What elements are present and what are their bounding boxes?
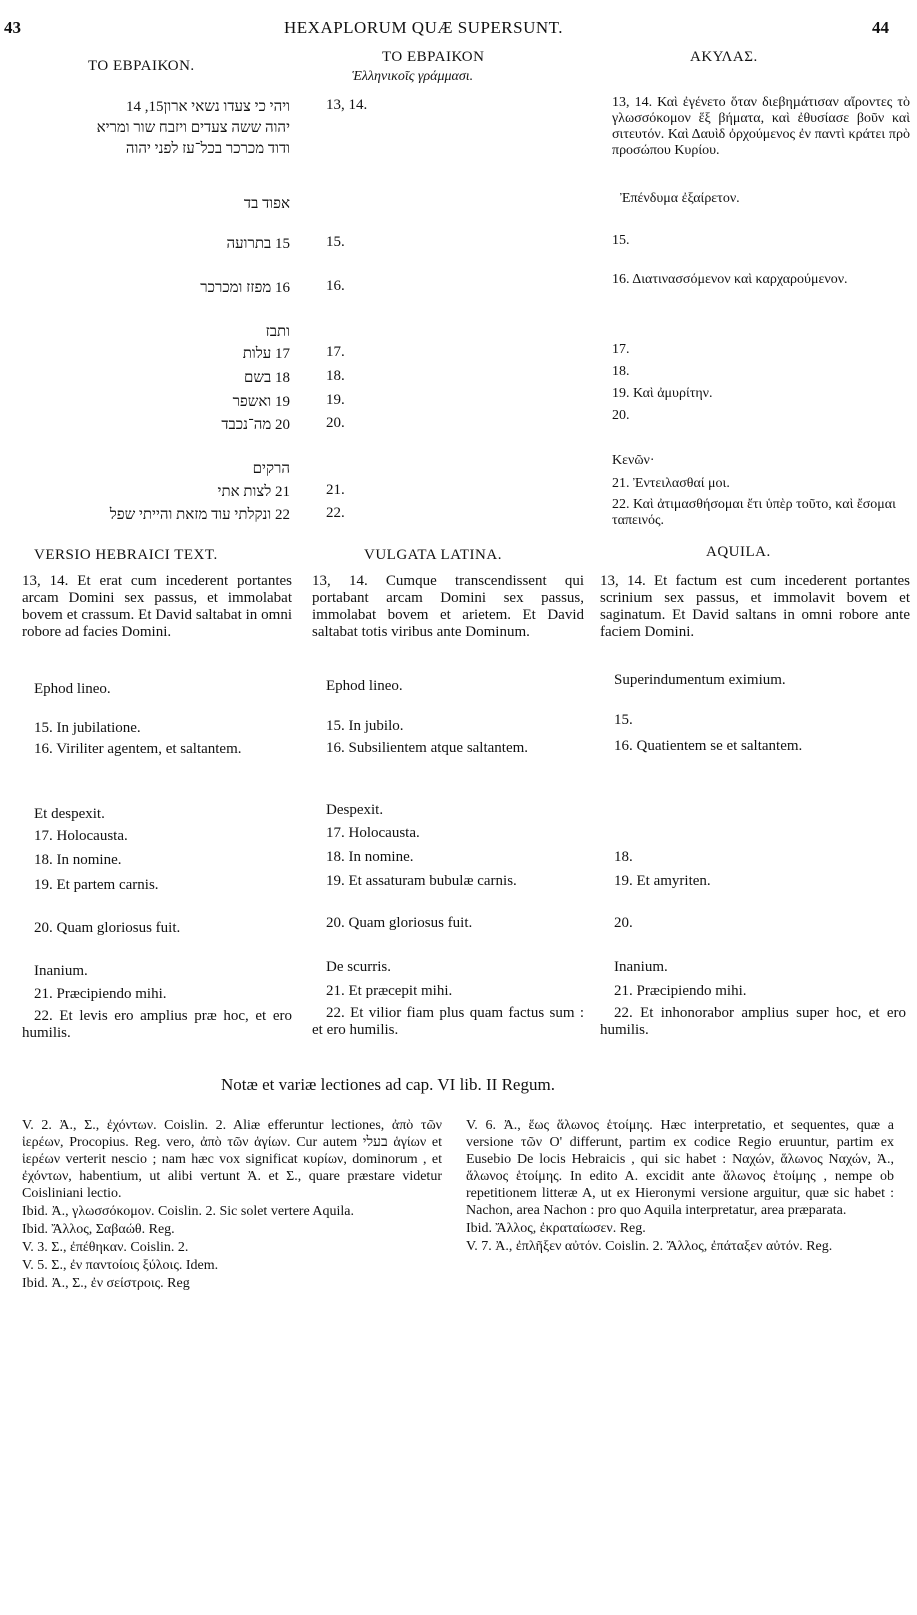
aquila-greek-verse: 13, 14. Καὶ ἐγένετο ὅταν διεβηµάτισαν αἴροντες τὸ γλωσσόκομον ἕξ βήματα, καὶ ἐθυσίασε βοῦν καὶ σιτευτόν. Καὶ Δαυὶδ ὀρχούμενος ἐν παντὶ κράτει πρὸ προσώπου Κυρίου. xyxy=(612,95,910,158)
verse-number: 18. xyxy=(326,368,345,384)
latin3-verse: 18. xyxy=(614,849,633,865)
hebrew-line: יהוה ששה צעדים ויזבח שור ומריא xyxy=(96,120,290,136)
latin1-verse: 15. In jubilatione. xyxy=(34,720,141,736)
latin3-verse: Inanium. xyxy=(614,959,668,975)
notes-title: Notæ et variæ lectiones ad cap. VI lib. II Regum. xyxy=(221,1075,555,1094)
col2-header: ΤΟ ΕΒΡΑΙΚΟΝ xyxy=(382,49,485,65)
note-entry: Ibid. Ἄλλος, Σαβαώθ. Reg. xyxy=(22,1222,175,1237)
verse-number: 20. xyxy=(326,415,345,431)
aquila-greek-verse: 18. xyxy=(612,364,630,379)
note-entry: Ibid. Ἄλλος, ἐκραταίωσεν. Reg. xyxy=(466,1221,646,1236)
latin3-verse: Superindumentum eximium. xyxy=(614,672,786,688)
aquila-greek-verse: 21. Ἐντειλασθαί μοι. xyxy=(612,476,730,491)
latin3-verse: 22. Et inhonorabor amplius super hoc, et ero humilis. xyxy=(600,1005,906,1038)
aquila-greek-verse: Κενῶν· xyxy=(612,453,655,468)
aquila-greek-verse: 16. Διατινασσόμενον καὶ καρχαρούμενον. xyxy=(612,272,848,287)
latin1-verse: Ephod lineo. xyxy=(34,681,111,697)
latin2-verse: 19. Et assaturam bubulæ carnis. xyxy=(326,873,517,889)
hebrew-line: 20 מה־נכבד xyxy=(221,417,290,433)
aquila-greek-verse: 22. Καὶ ἀτιμασθήσομαι ἔτι ὑπὲρ τοῦτο, καὶ ἔσομαι ταπεινός. xyxy=(612,497,896,528)
latin2-verse: 16. Subsilientem atque saltantem. xyxy=(326,740,529,756)
hebrew-line: ויהי כי צעדו נשאי ארון‎ 14 ,15 xyxy=(122,99,290,115)
aquila-greek-verse: 19. Καὶ ἀμυρίτην. xyxy=(612,386,713,401)
col3-header: ΑΚΥΛΑΣ. xyxy=(690,49,758,65)
note-entry: V. 2. Ἀ., Σ., ἐχόντων. Coislin. 2. Aliæ efferuntur lectiones, ἀπὸ τῶν ἱερέων, Procopius. Reg. vero, ἀπὸ τῶν ἁγίων. Cur autem בעלי ἁγίων et ἱερέων verterit nescio ; nam hæc vox significat κυρίων, dominorum , et ἐχόντων, habentium, ut alibi vertunt Ἀ. et Σ., quare præstare videtur Coisliniani lectio. xyxy=(22,1118,442,1201)
latin2-verse: 22. Et vilior fiam plus quam factus sum : et ero humilis. xyxy=(312,1005,584,1038)
latin3-verse: 16. Quatientem se et saltantem. xyxy=(614,738,803,754)
notes-left-column xyxy=(22,1117,442,1293)
hebrew-line: הרקים xyxy=(252,461,290,477)
page-number-left: 43 xyxy=(4,18,21,37)
verse-number: 16. xyxy=(326,278,345,294)
hebrew-line: 22 ונקלתי עוד מזאת והייתי שפל xyxy=(109,507,290,523)
latin2-verse: 20. Quam gloriosus fuit. xyxy=(326,915,473,931)
latin2-verse: Despexit. xyxy=(326,802,384,818)
page-number-right: 44 xyxy=(872,18,889,37)
latin3-verse: 15. xyxy=(614,712,633,728)
hebrew-line: 19 ואשפר xyxy=(232,394,290,410)
latin1-verse: Inanium. xyxy=(34,963,88,979)
latin2-verse: 21. Et præcepit mihi. xyxy=(326,983,453,999)
latin2-verse: 17. Holocausta. xyxy=(326,825,420,841)
latin1-verse: 19. Et partem carnis. xyxy=(34,877,159,893)
hebrew-line: 21 לצות אתי xyxy=(217,484,290,500)
latin-col1-header: VERSIO HEBRAICI TEXT. xyxy=(34,547,218,563)
col2-subheader: Ἑλληνικοῖς γράμμασι. xyxy=(352,69,474,84)
hebrew-line: ותבז xyxy=(265,324,290,340)
latin3-verse: 20. xyxy=(614,915,633,931)
verse-number: 15. xyxy=(326,234,345,250)
latin1-verse: 17. Holocausta. xyxy=(34,828,128,844)
latin1-verse: 22. Et levis ero amplius præ hoc, et ero humilis. xyxy=(22,1008,292,1041)
latin1-verse: 20. Quam gloriosus fuit. xyxy=(34,920,181,936)
col1-header: ΤΟ ΕΒΡΑΙΚΟΝ. xyxy=(88,58,195,74)
verse-number: 13, 14. xyxy=(326,97,368,113)
running-title: HEXAPLORUM QUÆ SUPERSUNT. xyxy=(284,18,564,37)
aquila-greek-verse: 15. xyxy=(612,233,630,248)
verse-number: 19. xyxy=(326,392,345,408)
latin1-verse: Et despexit. xyxy=(34,806,105,822)
latin-col2-header: VULGATA LATINA. xyxy=(364,547,502,563)
verse-number: 22. xyxy=(326,505,345,521)
latin2-verse: 15. In jubilo. xyxy=(326,718,404,734)
hebrew-line: 18 בשם xyxy=(244,370,290,386)
latin1-verse: 18. In nomine. xyxy=(34,852,122,868)
notes-right-column xyxy=(466,1117,894,1256)
note-entry: V. 6. Ἀ., ἕως ἅλωνος ἑτοίμης. Hæc interpretatio, et sequentes, quæ a versione τῶν Ο' differunt, partim ex codice Regio eruuntur, partim ex Eusebio De locis Hebraicis , qui sic habet : Ναχών, ἅλωνος Ναχών, Ἀ., ἅλωνος ἑτοίμης. In edito A. excidit ante ἅλωνος ἑτοίμης , nempe ob repetitionem litteræ A, ut ex Hieronymi versione arguitur, quæ sic habet : Nachon, area Nachon : pro quo Aquila interpretatur, area præparata. xyxy=(466,1118,894,1218)
latin2-verse: 13, 14. Cumque transcendissent qui portabant arcam Domini sex passus, immolabat bovem et arietem. Et David saltabat totis viribus ante Dominum. xyxy=(312,573,584,640)
note-entry: Ibid. Ἀ., γλωσσόκομον. Coislin. 2. Sic solet vertere Aquila. xyxy=(22,1204,355,1219)
latin3-verse: 13, 14. Et factum est cum incederent portantes scrinium sex passus, et immolavit bovem et saginatum. Et David saltans in omni robore ante faciem Domini. xyxy=(600,573,910,640)
latin-col3-header: AQUILA. xyxy=(706,544,771,560)
hebrew-line: אפוד בד xyxy=(243,196,290,212)
latin2-verse: 18. In nomine. xyxy=(326,849,414,865)
aquila-greek-verse: 20. xyxy=(612,408,630,423)
note-entry: Ibid. Ἀ., Σ., ἐν σείστροις. Reg xyxy=(22,1276,190,1291)
verse-number: 17. xyxy=(326,344,345,360)
latin1-verse: 16. Viriliter agentem, et saltantem. xyxy=(34,741,242,757)
latin2-verse: Ephod lineo. xyxy=(326,678,403,694)
hebrew-line: 17 עלות xyxy=(242,346,290,362)
latin2-verse: De scurris. xyxy=(326,959,391,975)
hebrew-line: 15 בתרועה xyxy=(226,236,290,252)
hebrew-line: ודוד מכרכר בכל־עז לפני יהוה xyxy=(125,141,290,157)
aquila-greek-verse: Ἐπένδυμα ἐξαίρετον. xyxy=(620,191,740,206)
latin3-verse: 21. Præcipiendo mihi. xyxy=(614,983,747,999)
note-entry: V. 5. Σ., ἐν παντοίοις ξύλοις. Idem. xyxy=(22,1258,219,1273)
note-entry: V. 7. Ἀ., ἐπλῆξεν αὐτόν. Coislin. 2. Ἄλλος, ἐπάταξεν αὐτόν. Reg. xyxy=(466,1239,833,1254)
aquila-greek-verse: 17. xyxy=(612,342,630,357)
verse-number: 21. xyxy=(326,482,345,498)
latin1-verse: 21. Præcipiendo mihi. xyxy=(34,986,167,1002)
latin1-verse: 13, 14. Et erat cum incederent portantes arcam Domini sex passus, et immolabat bovem et crassum. Et David saltabat in omni robore ad facies Domini. xyxy=(22,573,292,640)
note-entry: V. 3. Σ., ἐπέθηκαν. Coislin. 2. xyxy=(22,1240,189,1255)
hebrew-line: 16 מפזז ומכרכר xyxy=(200,280,290,296)
latin3-verse: 19. Et amyriten. xyxy=(614,873,711,889)
